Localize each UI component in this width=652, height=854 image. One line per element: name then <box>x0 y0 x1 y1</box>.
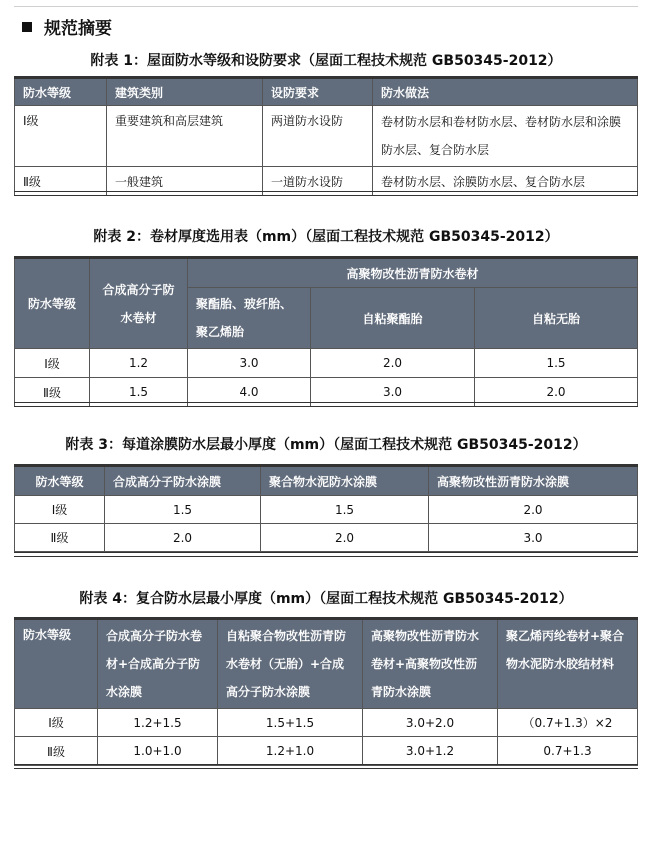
table3-header: 防水等级 <box>15 466 105 496</box>
table1-header: 防水做法 <box>373 78 638 106</box>
table-cell: 1.2 <box>90 349 188 378</box>
table-cell: Ⅱ级 <box>15 378 90 407</box>
table2-header-grade: 防水等级 <box>15 258 90 349</box>
table2-header-asphalt: 高聚物改性沥青防水卷材 <box>188 258 638 288</box>
table4-header: 合成高分子防水卷材+合成高分子防水涂膜 <box>98 619 218 709</box>
table-cell: 0.7+1.3 <box>498 737 638 766</box>
table-cell: 卷材防水层和卷材防水层、卷材防水层和涂膜防水层、复合防水层 <box>373 106 638 167</box>
table-row <box>15 524 638 552</box>
header-rule <box>14 6 638 7</box>
table-cell: 1.2+1.5 <box>98 709 218 737</box>
table2-header-polymer: 合成高分子防水卷材 <box>90 258 188 349</box>
table2-double-rule <box>14 402 638 407</box>
table-cell: 1.0+1.0 <box>98 737 218 766</box>
table-cell: Ⅰ级 <box>15 349 90 378</box>
table-cell: 2.0 <box>105 524 261 552</box>
table4-header: 防水等级 <box>15 619 98 709</box>
table-cell: Ⅱ级 <box>15 524 105 552</box>
table4-header: 高聚物改性沥青防水卷材+高聚物改性沥青防水涂膜 <box>363 619 498 709</box>
table-cell: 4.0 <box>188 378 311 407</box>
table-row <box>15 709 638 737</box>
table-cell: 1.2+1.0 <box>218 737 363 766</box>
table-cell: 1.5 <box>261 496 429 524</box>
table-cell: Ⅱ级 <box>15 167 107 196</box>
table4-header: 自粘聚合物改性沥青防水卷材（无胎）+合成高分子防水涂膜 <box>218 619 363 709</box>
table-row <box>15 349 638 378</box>
table1-double-rule <box>14 191 638 196</box>
table3-coating-thickness <box>14 464 638 552</box>
square-bullet-icon <box>22 22 32 32</box>
table-cell: （0.7+1.3）×2 <box>498 709 638 737</box>
table4-header: 聚乙烯丙纶卷材+聚合物水泥防水胶结材料 <box>498 619 638 709</box>
table1-caption: 附表 1：屋面防水等级和设防要求（屋面工程技术规范 GB50345-2012） <box>90 53 562 69</box>
table3-header: 高聚物改性沥青防水涂膜 <box>429 466 638 496</box>
table4-caption: 附表 4：复合防水层最小厚度（mm）（屋面工程技术规范 GB50345-2012） <box>79 591 573 607</box>
table-cell: Ⅱ级 <box>15 737 98 766</box>
table-cell: Ⅰ级 <box>15 496 105 524</box>
table-row <box>15 106 638 167</box>
table-cell: 2.0 <box>311 349 475 378</box>
table-cell: 重要建筑和高层建筑 <box>107 106 263 167</box>
table-cell: 1.5 <box>90 378 188 407</box>
table-cell: 3.0+1.2 <box>363 737 498 766</box>
table2-caption: 附表 2：卷材厚度选用表（mm）（屋面工程技术规范 GB50345-2012） <box>93 229 559 245</box>
table-cell: 2.0 <box>261 524 429 552</box>
table4-composite-thickness <box>14 617 638 766</box>
table2-membrane-thickness <box>14 256 638 407</box>
table-row <box>15 737 638 766</box>
table3-header: 合成高分子防水涂膜 <box>105 466 261 496</box>
table4-double-rule <box>14 764 638 769</box>
table-cell: 3.0+2.0 <box>363 709 498 737</box>
table-cell: 3.0 <box>429 524 638 552</box>
table3-header: 聚合物水泥防水涂膜 <box>261 466 429 496</box>
table3-caption: 附表 3：每道涂膜防水层最小厚度（mm）（屋面工程技术规范 GB50345-2012） <box>65 437 587 453</box>
table2-subheader: 自粘聚酯胎 <box>311 288 475 349</box>
table-cell: 3.0 <box>188 349 311 378</box>
table2-subheader: 聚酯胎、玻纤胎、聚乙烯胎 <box>188 288 311 349</box>
table1-waterproof-grade <box>14 76 638 196</box>
table-cell: 卷材防水层、涂膜防水层、复合防水层 <box>373 167 638 196</box>
table2-subheader: 自粘无胎 <box>475 288 638 349</box>
table-cell: 2.0 <box>475 378 638 407</box>
table1-header: 防水等级 <box>15 78 107 106</box>
table3-double-rule <box>14 552 638 557</box>
table-cell: 2.0 <box>429 496 638 524</box>
table-cell: 1.5+1.5 <box>218 709 363 737</box>
section-title: 规范摘要 <box>44 19 112 39</box>
table-cell: Ⅰ级 <box>15 709 98 737</box>
table-row <box>15 496 638 524</box>
table-cell: 一道防水设防 <box>263 167 373 196</box>
table-cell: 1.5 <box>105 496 261 524</box>
table-cell: 3.0 <box>311 378 475 407</box>
table-cell: 两道防水设防 <box>263 106 373 167</box>
section-heading <box>22 14 112 39</box>
table-cell: Ⅰ级 <box>15 106 107 167</box>
table-cell: 一般建筑 <box>107 167 263 196</box>
table-cell: 1.5 <box>475 349 638 378</box>
table1-header: 设防要求 <box>263 78 373 106</box>
table1-header: 建筑类别 <box>107 78 263 106</box>
